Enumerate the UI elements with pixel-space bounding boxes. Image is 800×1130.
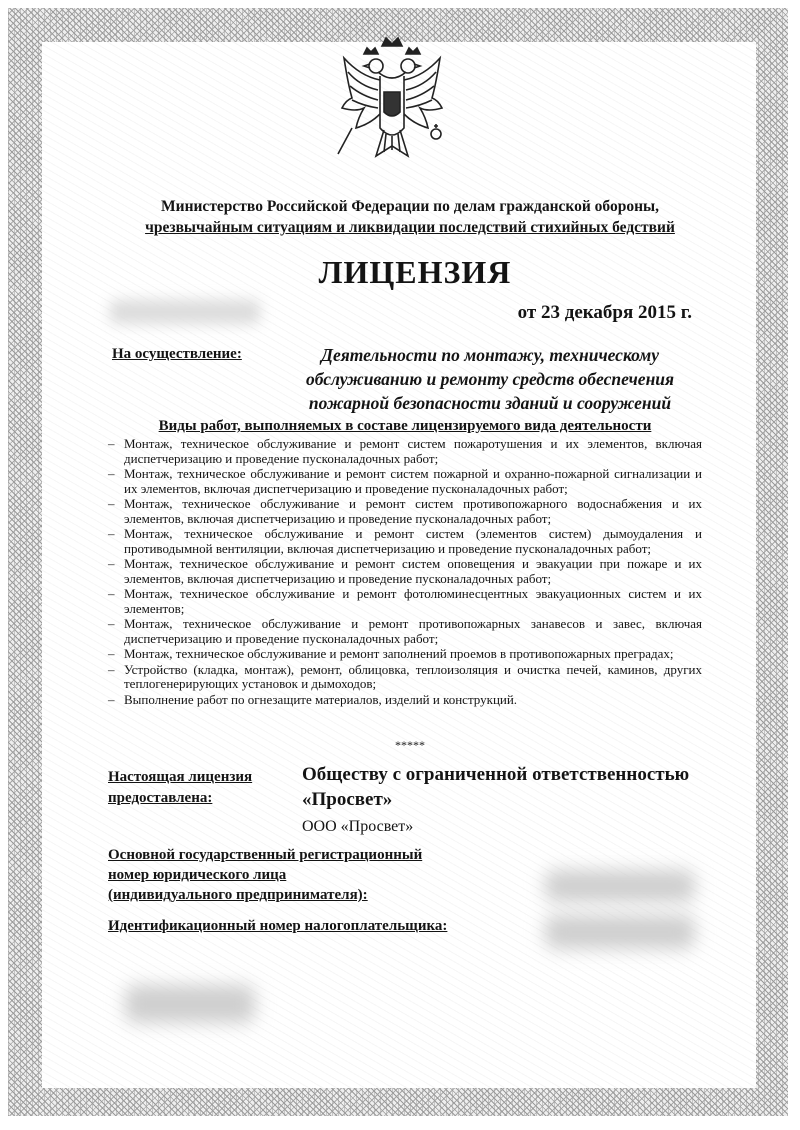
ogrn-value-redacted [545, 870, 695, 902]
list-item: – Устройство (кладка, монтаж), ремонт, облицовка, теплоизоляция и очистка печей, каминов, других теплогенерирующих установок и дымоходов; [108, 661, 702, 691]
list-item: – Монтаж, техническое обслуживание и ремонт систем оповещения и эвакуации при пожаре и их элементов, включая диспетчеризацию и проведение пусконаладочных работ; [108, 556, 702, 586]
works-list [108, 437, 702, 708]
list-dash: – [108, 616, 115, 631]
separator-stars: ***** [395, 738, 425, 752]
list-dash: – [108, 661, 115, 677]
list-item: – Монтаж, техническое обслуживание и ремонт систем противопожарного водоснабжения и их элементов, включая диспетчеризацию и проведение пусконаладочных работ; [108, 496, 702, 526]
list-item: – Монтаж, техническое обслуживание и ремонт систем (элементов систем) дымоудаления и противодымной вентиляции, включая диспетчеризацию и проведение пусконаладочных работ; [108, 526, 702, 556]
inn-value-redacted [545, 915, 695, 949]
ministry-header [110, 196, 710, 238]
licensee-short-name: ООО «Просвет» [302, 818, 414, 835]
ogrn-line-2: номер юридического лица [108, 867, 287, 883]
ogrn-line-3: (индивидуального предпринимателя): [108, 887, 368, 903]
list-item: – Монтаж, техническое обслуживание и ремонт систем пожарной и охранно-пожарной сигнализации и их элементов, включая диспетчеризацию и проведение пусконаладочных работ; [108, 466, 702, 496]
form-number-redacted [125, 985, 255, 1023]
list-item: – Монтаж, техническое обслуживание и ремонт противопожарных занавесов и завес, включая диспетчеризацию и проведение пусконаладочных работ; [108, 616, 702, 646]
purpose-text: Деятельности по монтажу, техническому обслуживанию и ремонту средств обеспечения пожарной безопасности зданий и сооружений [305, 345, 675, 413]
ministry-line-1: Министерство Российской Федерации по делам гражданской обороны, [161, 198, 659, 215]
list-dash: – [108, 586, 115, 601]
list-dash: – [108, 466, 115, 481]
list-dash: – [108, 496, 115, 511]
works-heading: Виды работ, выполняемых в составе лицензируемого вида деятельности [158, 418, 652, 434]
list-dash: – [108, 646, 115, 661]
license-number-redacted [110, 300, 260, 324]
ogrn-line-1: Основной государственный регистрационный [108, 847, 423, 863]
list-item: – Монтаж, техническое обслуживание и ремонт систем пожаротушения и их элементов, включая диспетчеризацию и проведение пусконаладочных работ; [108, 436, 702, 466]
coat-of-arms-icon [330, 28, 454, 168]
license-date: от 23 декабря 2015 г. [517, 302, 692, 323]
licensee-name: Обществу с ограниченной ответственностью «Просвет» [302, 764, 690, 810]
document-title: ЛИЦЕНЗИЯ [318, 254, 512, 290]
list-item: – Монтаж, техническое обслуживание и ремонт фотолюминесцентных эвакуационных систем и их элементов; [108, 586, 702, 616]
ministry-line-2: чрезвычайным ситуациям и ликвидации последствий стихийных бедствий [145, 219, 675, 236]
purpose-label: На осуществление: [112, 346, 242, 362]
list-dash: – [108, 556, 115, 571]
inn-label: Идентификационный номер налогоплательщика: [108, 918, 448, 934]
list-item: – Выполнение работ по огнезащите материалов, изделий и конструкций. [108, 691, 518, 707]
list-dash: – [108, 436, 115, 451]
granted-label: Настоящая лицензия предоставлена: [108, 769, 253, 806]
ogrn-label [108, 845, 468, 905]
list-dash: – [108, 691, 115, 707]
list-item: – Монтаж, техническое обслуживание и ремонт заполнений проемов в противопожарных преградах; [108, 646, 674, 661]
list-dash: – [108, 526, 115, 541]
